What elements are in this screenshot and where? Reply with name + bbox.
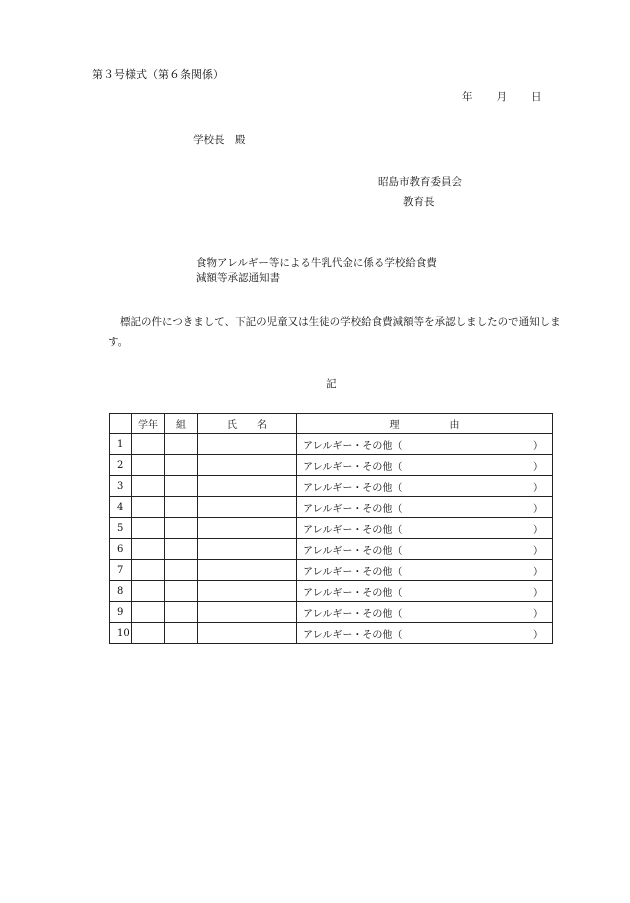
header-class: 組 [165, 414, 198, 434]
name-cell[interactable] [198, 476, 297, 497]
name-cell[interactable] [198, 560, 297, 581]
reason-cell[interactable] [297, 434, 553, 455]
name-cell[interactable] [198, 581, 297, 602]
date-line [462, 89, 542, 104]
reason-close-paren: ） [533, 629, 543, 641]
row-number: 4 [110, 497, 132, 518]
reason-text: アレルギー・その他（ [303, 608, 403, 620]
header-no [110, 414, 132, 434]
table-row [110, 581, 553, 602]
class-cell[interactable] [165, 497, 198, 518]
body-text-content: 標記の件につきまして、下記の児童又は生徒の学校給食費減額等を承認しましたので通知します。 [108, 316, 561, 348]
table-row [110, 539, 553, 560]
header-name: 氏 名 [198, 414, 297, 434]
name-cell[interactable] [198, 455, 297, 476]
reason-cell[interactable] [297, 539, 553, 560]
class-cell[interactable] [165, 623, 198, 644]
table-row [110, 560, 553, 581]
header-grade: 学年 [132, 414, 165, 434]
row-number: 8 [110, 581, 132, 602]
reason-text: アレルギー・その他（ [303, 461, 403, 473]
grade-cell[interactable] [132, 476, 165, 497]
reason-table [109, 413, 553, 644]
header-reason: 理 由 [297, 414, 553, 434]
table-header-row [110, 414, 553, 434]
grade-cell[interactable] [132, 560, 165, 581]
reason-cell[interactable] [297, 560, 553, 581]
grade-cell[interactable] [132, 602, 165, 623]
sender-title: 教育長 [403, 196, 435, 208]
row-number: 10 [110, 623, 132, 644]
table-row [110, 434, 553, 455]
row-number: 3 [110, 476, 132, 497]
reason-cell[interactable] [297, 602, 553, 623]
class-cell[interactable] [165, 560, 198, 581]
reason-cell[interactable] [297, 476, 553, 497]
recipient: 学校長 殿 [193, 134, 246, 146]
reason-text: アレルギー・その他（ [303, 482, 403, 494]
grade-cell[interactable] [132, 497, 165, 518]
reason-text: アレルギー・その他（ [303, 566, 403, 578]
table-row [110, 497, 553, 518]
class-cell[interactable] [165, 476, 198, 497]
name-cell[interactable] [198, 602, 297, 623]
reason-close-paren: ） [533, 461, 543, 473]
reason-close-paren: ） [533, 587, 543, 599]
reason-cell[interactable] [297, 518, 553, 539]
row-number: 7 [110, 560, 132, 581]
class-cell[interactable] [165, 434, 198, 455]
ki-label: 記 [326, 378, 337, 390]
document-title [196, 256, 437, 286]
date-year-label: 年 [462, 91, 473, 103]
reason-text: アレルギー・その他（ [303, 629, 403, 641]
row-number: 9 [110, 602, 132, 623]
class-cell[interactable] [165, 539, 198, 560]
table-row [110, 602, 553, 623]
reason-text: アレルギー・その他（ [303, 545, 403, 557]
class-cell[interactable] [165, 518, 198, 539]
table-row [110, 455, 553, 476]
row-number: 5 [110, 518, 132, 539]
reason-text: アレルギー・その他（ [303, 587, 403, 599]
reason-cell[interactable] [297, 581, 553, 602]
sender-organization: 昭島市教育委員会 [378, 176, 462, 188]
reason-close-paren: ） [533, 545, 543, 557]
reason-text: アレルギー・その他（ [303, 503, 403, 515]
table-row [110, 476, 553, 497]
name-cell[interactable] [198, 434, 297, 455]
form-number: 第３号様式（第６条関係） [92, 68, 224, 81]
grade-cell[interactable] [132, 539, 165, 560]
reason-cell[interactable] [297, 497, 553, 518]
grade-cell[interactable] [132, 581, 165, 602]
reason-close-paren: ） [533, 482, 543, 494]
document-title-line1: 食物アレルギー等による牛乳代金に係る学校給食費 [196, 257, 437, 269]
reason-cell[interactable] [297, 455, 553, 476]
row-number: 6 [110, 539, 132, 560]
grade-cell[interactable] [132, 455, 165, 476]
name-cell[interactable] [198, 518, 297, 539]
class-cell[interactable] [165, 602, 198, 623]
reason-text: アレルギー・その他（ [303, 524, 403, 536]
grade-cell[interactable] [132, 623, 165, 644]
reason-text: アレルギー・その他（ [303, 440, 403, 452]
reason-close-paren: ） [533, 440, 543, 452]
reason-cell[interactable] [297, 623, 553, 644]
grade-cell[interactable] [132, 434, 165, 455]
date-day-label: 日 [531, 91, 542, 103]
row-number: 2 [110, 455, 132, 476]
document-title-line2: 減額等承認通知書 [196, 272, 280, 284]
reason-close-paren: ） [533, 524, 543, 536]
reason-close-paren: ） [533, 503, 543, 515]
grade-cell[interactable] [132, 518, 165, 539]
name-cell[interactable] [198, 623, 297, 644]
reason-close-paren: ） [533, 566, 543, 578]
reason-close-paren: ） [533, 608, 543, 620]
row-number: 1 [110, 434, 132, 455]
table-row [110, 518, 553, 539]
table-row [110, 623, 553, 644]
name-cell[interactable] [198, 539, 297, 560]
class-cell[interactable] [165, 455, 198, 476]
body-text [108, 312, 578, 352]
name-cell[interactable] [198, 497, 297, 518]
class-cell[interactable] [165, 581, 198, 602]
date-month-label: 月 [496, 91, 507, 103]
